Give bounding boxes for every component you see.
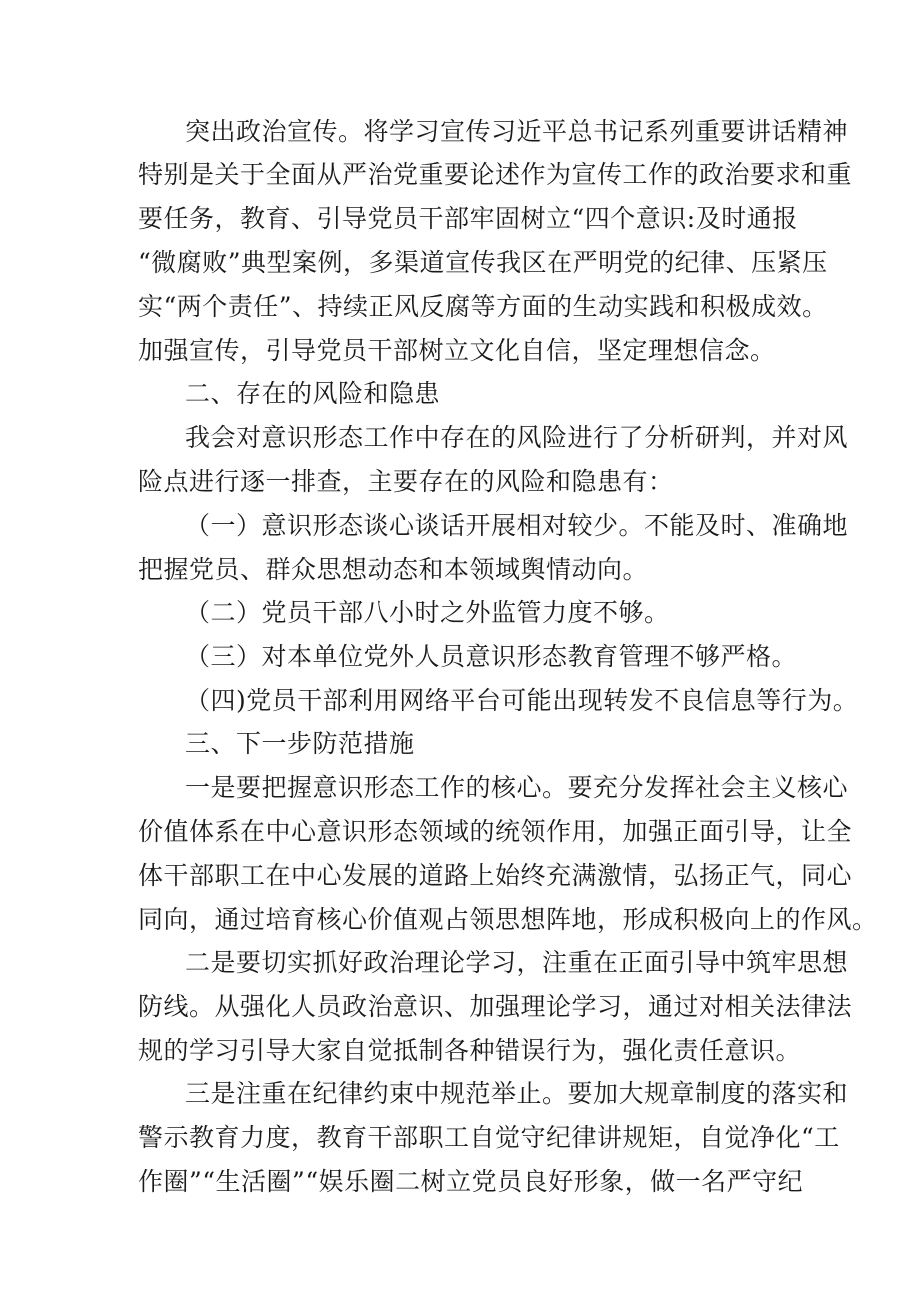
para3-line1: 一是要把握意识形态工作的核心。要充分发挥社会主义核心 [185, 773, 849, 802]
list-item-4: （四)党员干部利用网络平台可能出现转发不良信息等行为。 [185, 686, 859, 715]
para2-line2: 险点进行逐一排查，主要存在的风险和隐患有： [138, 467, 674, 496]
section-heading-measures: 三、下一步防范措施 [185, 729, 415, 758]
para3-line4: 同向，通过培育核心价值观占领思想阵地，形成积极向上的作风。 [138, 905, 878, 934]
para2-line1: 我会对意识形态工作中存在的风险进行了分析研判，并对风 [185, 423, 849, 452]
list-item-2: （二）党员干部八小时之外监管力度不够。 [185, 598, 670, 627]
section-heading-risks: 二、存在的风险和隐患 [185, 379, 441, 408]
list-item-1-line2: 把握党员、群众思想动态和本领域舆情动向。 [138, 555, 649, 584]
para4-line3: 规的学习引导大家自觉抵制各种错误行为，强化责任意识。 [138, 1036, 802, 1065]
para5-line3: 作圈”“生活圈”“娱乐圈二树立党员良好形象，做一名严守纪 [138, 1167, 804, 1196]
para5-line2: 警示教育力度，教育干部职工自觉守纪律讲规矩，自觉净化“工 [138, 1123, 840, 1152]
para5-line1: 三是注重在纪律约束中规范举止。要加大规章制度的落实和 [185, 1079, 849, 1108]
para3-line3: 体干部职工在中心发展的道路上始终充满激情，弘扬正气，同心 [138, 861, 853, 890]
list-item-3: （三）对本单位党外人员意识形态教育管理不够严格。 [185, 642, 798, 671]
para1-line4: “微腐败”典型案例，多渠道宣传我区在严明党的纪律、压紧压 [138, 248, 828, 277]
list-item-1-line1: （一）意识形态谈心谈话开展相对较少。不能及时、准确地 [185, 511, 849, 540]
para3-line2: 价值体系在中心意识形态领域的统领作用，加强正面引导，让全 [138, 817, 853, 846]
para1-line3: 要任务，教育、引导党员干部牢固树立“四个意识:及时通报 [138, 204, 798, 233]
para1-line1: 突出政治宣传。将学习宣传习近平总书记系列重要讲话精神 [185, 117, 849, 146]
para1-line6: 加强宣传，引导党员干部树立文化自信，坚定理想信念。 [138, 336, 776, 365]
para4-line2: 防线。从强化人员政治意识、加强理论学习，通过对相关法律法 [138, 992, 853, 1021]
para4-line1: 二是要切实抓好政治理论学习，注重在正面引导中筑牢思想 [185, 948, 849, 977]
para1-line5: 实“两个责任”、持续正风反腐等方面的生动实践和积极成效。 [138, 292, 828, 321]
para1-line2: 特别是关于全面从严治党重要论述作为宣传工作的政治要求和重 [138, 160, 853, 189]
